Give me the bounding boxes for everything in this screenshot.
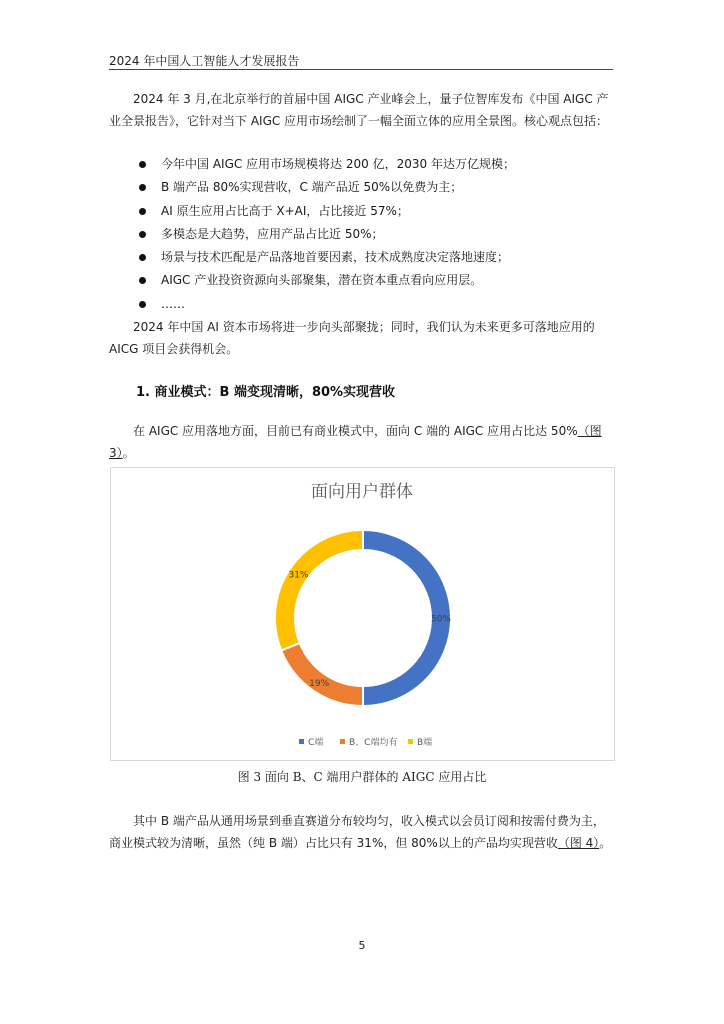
b2b-paragraph	[109, 810, 613, 854]
list-item	[109, 293, 613, 316]
list-item	[109, 200, 613, 223]
list-item	[109, 176, 613, 199]
page-number: 5	[358, 939, 366, 952]
figure-3-link[interactable]: （图 3）	[109, 424, 602, 460]
bullet-dot	[139, 161, 146, 168]
legend-label-2: B端	[417, 738, 433, 748]
slice-label-1: 19%	[309, 679, 330, 690]
slice-2	[275, 530, 363, 650]
bullet-dot	[139, 301, 146, 308]
bullet-dot	[139, 277, 146, 284]
bullet-text: 多模态是大趋势，应用产品占比近 50%；	[161, 226, 384, 241]
legend-swatch-2	[408, 739, 413, 744]
list-item	[109, 223, 613, 246]
chart-canvas	[111, 468, 614, 760]
figure-caption: 图 3 面向 B、C 端用户群体的 AIGC 应用占比	[237, 770, 487, 784]
paragraph-tail: 。	[122, 446, 135, 460]
chart-title: 面向用户群体	[311, 482, 413, 502]
bullet-dot	[139, 184, 146, 191]
bullet-text: 今年中国 AIGC 应用市场规模将达 200 亿，2030 年达万亿规模；	[161, 157, 515, 171]
bullet-text: ……	[161, 296, 185, 311]
paragraph-text: 其中 B 端产品从通用场景到垂直赛道分布较均匀，收入模式以会员订阅和按需付费为主，商业模式较为清晰，虽然（纯 B 端）占比只有 31%，但 80%以上的产品均实现营收	[109, 814, 605, 850]
header-divider	[109, 69, 613, 70]
key-points-list	[109, 153, 613, 316]
legend-label-0: C端	[308, 738, 324, 748]
slice-label-2: 31%	[288, 570, 309, 581]
legend-swatch-1	[340, 739, 345, 744]
slice-1	[281, 643, 363, 706]
list-item	[109, 246, 613, 269]
bullet-text: AIGC 产业投资资源向头部聚集，潜在资本重点看向应用层。	[161, 273, 483, 288]
legend-label-1: B、C端均有	[349, 738, 398, 748]
intro-paragraph: 2024 年 3 月,在北京举行的首届中国 AIGC 产业峰会上，量子位智库发布《中国 AIGC 产业全景报告》，它针对当下 AIGC 应用市场绘制了一幅全面立体的应用全景图。核心观点包括：	[109, 92, 609, 128]
figure-4-link[interactable]: （图 4）	[557, 836, 600, 850]
list-item	[109, 153, 613, 176]
slice-label-0: 50%	[430, 614, 452, 625]
bullet-dot	[139, 208, 146, 215]
bullet-dot	[139, 254, 146, 261]
page-header: 2024 年中国人工智能人才发展报告	[109, 54, 300, 68]
bullet-text: B 端产品 80%实现营收，C 端产品近 50%以免费为主；	[161, 180, 463, 195]
paragraph-tail: 。	[599, 836, 612, 850]
section-heading: 1. 商业模式：B 端变现清晰，80%实现营收	[136, 385, 396, 400]
capital-paragraph: 2024 年中国 AI 资本市场将进一步向头部聚拢；同时，我们认为未来更多可落地应用的 AICG 项目会获得机会。	[109, 320, 595, 356]
bullet-text: AI 原生应用占比高于 X+AI，占比接近 57%；	[161, 203, 409, 218]
list-item	[109, 269, 613, 292]
paragraph-text: 在 AIGC 应用落地方面，目前已有商业模式中，面向 C 端的 AIGC 应用占比达 50%	[133, 424, 578, 438]
bullet-dot	[139, 231, 146, 238]
legend-swatch-0	[299, 739, 304, 744]
bullet-text: 场景与技术匹配是产品落地首要因素，技术成熟度决定落地速度；	[161, 250, 510, 265]
donut-chart	[110, 467, 615, 761]
adoption-paragraph	[109, 420, 613, 464]
